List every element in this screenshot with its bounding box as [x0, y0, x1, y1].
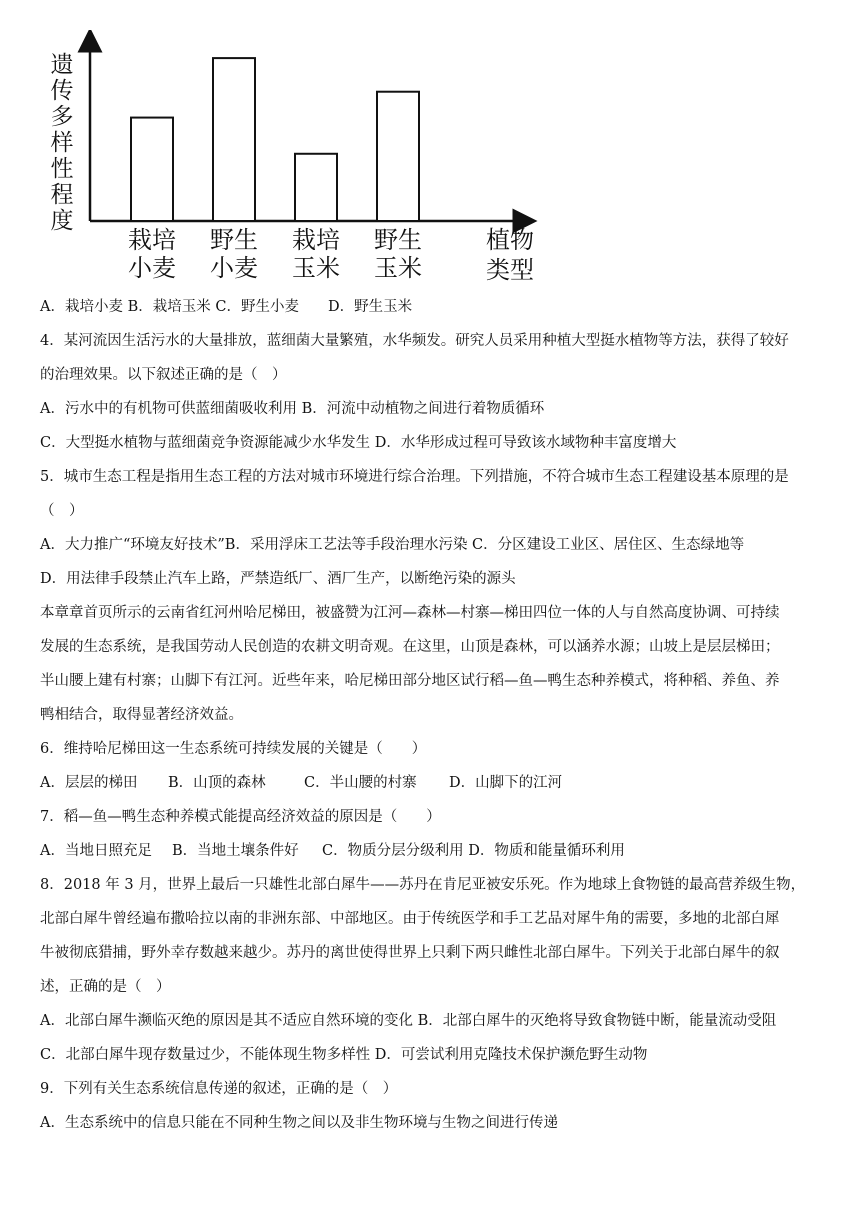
q6-option-d: D．山脚下的江河	[449, 775, 563, 791]
y-axis-label	[51, 52, 74, 234]
q8-options-line2: C．北部白犀牛现存数量过少，不能体现生物多样性 D．可尝试利用克隆技术保护濒危野生动物	[40, 1047, 648, 1063]
bar-1	[131, 118, 173, 221]
bar-3	[295, 154, 337, 221]
q9-option-a: A．生态系统中的信息只能在不同种生物之间以及非生物环境与生物之间进行传递	[40, 1115, 558, 1131]
y-axis-label-char-2: 传	[50, 78, 74, 104]
q8-stem-line4: 述，正确的是（ ）	[40, 979, 171, 995]
q8-options-line1: A．北部白犀牛濒临灭绝的原因是其不适应自然环境的变化 B．北部白犀牛的灭绝将导致食物链中断，能量流动受阻	[40, 1013, 777, 1029]
q7-option-a: A．当地日照充足	[40, 843, 152, 859]
passage-line1: 本章章首页所示的云南省红河州哈尼梯田，被盛赞为江河—森林—村寨—梯田四位一体的人与自然高度协调、可持续	[40, 605, 780, 621]
q6-option-b: B．山顶的森林	[168, 775, 266, 791]
question-text	[40, 290, 830, 1140]
x-tick-label-1-line1: 栽培	[128, 226, 176, 254]
y-axis-label-char-1: 遗	[50, 52, 74, 78]
x-tick-label-3-line2: 玉米	[292, 254, 340, 282]
x-tick-label-2-line2: 小麦	[210, 254, 258, 282]
y-axis-label-char-7: 度	[50, 208, 74, 234]
y-axis-label-char-6: 程	[50, 182, 74, 208]
q8-stem-line1: 8．2018 年 3 月，世界上最后一只雄性北部白犀牛——苏丹在肯尼亚被安乐死。作为地球上食物链的最高营养级生物，	[40, 877, 806, 893]
q9-stem: 9．下列有关生态系统信息传递的叙述，正确的是（ ）	[40, 1081, 398, 1097]
q7-option-cd: C．物质分层分级利用 D．物质和能量循环利用	[322, 843, 625, 859]
q6-options	[40, 766, 830, 800]
q6-option-a: A．层层的梯田	[40, 775, 138, 791]
passage-line2: 发展的生态系统，是我国劳动人民创造的农耕文明奇观。在这里，山顶是森林，可以涵养水源；山坡上是层层梯田；	[40, 639, 780, 655]
q7-options	[40, 834, 830, 868]
q8-stem-line3: 牛被彻底猎捕，野外幸存数越来越少。苏丹的离世使得世界上只剩下两只雌性北部白犀牛。下列关于北部白犀牛的叙	[40, 945, 780, 961]
q4-options-line1: A．污水中的有机物可供蓝细菌吸收利用 B．河流中动植物之间进行着物质循环	[40, 401, 545, 417]
q7-stem: 7．稻—鱼—鸭生态种养模式能提高经济效益的原因是（ ）	[40, 809, 441, 825]
passage-line4: 鸭相结合，取得显著经济效益。	[40, 707, 243, 723]
x-tick-label-3-line1: 栽培	[292, 226, 340, 254]
q5-stem-line2: （ ）	[40, 503, 84, 519]
y-axis-label-char-3: 多	[50, 104, 74, 130]
x-tick-label-4-line1: 野生	[374, 226, 422, 254]
x-axis-label-line1: 植物	[486, 226, 534, 254]
passage-line3: 半山腰上建有村寨；山脚下有江河。近些年来，哈尼梯田部分地区试行稻—鱼—鸭生态种养模式，将种稻、养鱼、养	[40, 673, 780, 689]
q4-stem-line2: 的治理效果。以下叙述正确的是（ ）	[40, 367, 287, 383]
x-tick-label-4-line2: 玉米	[374, 254, 422, 282]
x-tick-label-1-line2: 小麦	[128, 254, 176, 282]
q5-options-line2: D．用法律手段禁止汽车上路，严禁造纸厂、酒厂生产，以断绝污染的源头	[40, 571, 516, 587]
x-axis-label-line2: 类型	[486, 256, 534, 284]
q6-option-c: C．半山腰的村寨	[304, 775, 417, 791]
q3-options: A．栽培小麦 B．栽培玉米 C．野生小麦 D．野生玉米	[40, 299, 413, 315]
bar-chart	[40, 30, 560, 290]
y-axis-label-char-5: 性	[50, 156, 74, 182]
q5-stem-line1: 5．城市生态工程是指用生态工程的方法对城市环境进行综合治理。下列措施，不符合城市生态工程建设基本原理的是	[40, 469, 789, 485]
q4-stem-line1: 4．某河流因生活污水的大量排放，蓝细菌大量繁殖，水华频发。研究人员采用种植大型挺水植物等方法，获得了较好	[40, 333, 789, 349]
q8-stem-line2: 北部白犀牛曾经遍布撒哈拉以南的非洲东部、中部地区。由于传统医学和手工艺品对犀牛角的需要，多地的北部白犀	[40, 911, 780, 927]
q5-options-line1: A．大力推广“环境友好技术”B．采用浮床工艺法等手段治理水污染 C．分区建设工业区、居住区、生态绿地等	[40, 537, 745, 553]
q4-options-line2: C．大型挺水植物与蓝细菌竞争资源能减少水华发生 D．水华形成过程可导致该水域物种丰富度增大	[40, 435, 677, 451]
q7-option-b: B．当地土壤条件好	[172, 843, 299, 859]
bar-4	[377, 92, 419, 221]
y-axis-label-char-4: 样	[50, 130, 74, 156]
x-tick-label-2-line1: 野生	[210, 226, 258, 254]
bar-2	[213, 58, 255, 221]
q6-stem: 6．维持哈尼梯田这一生态系统可持续发展的关键是（ ）	[40, 741, 427, 757]
